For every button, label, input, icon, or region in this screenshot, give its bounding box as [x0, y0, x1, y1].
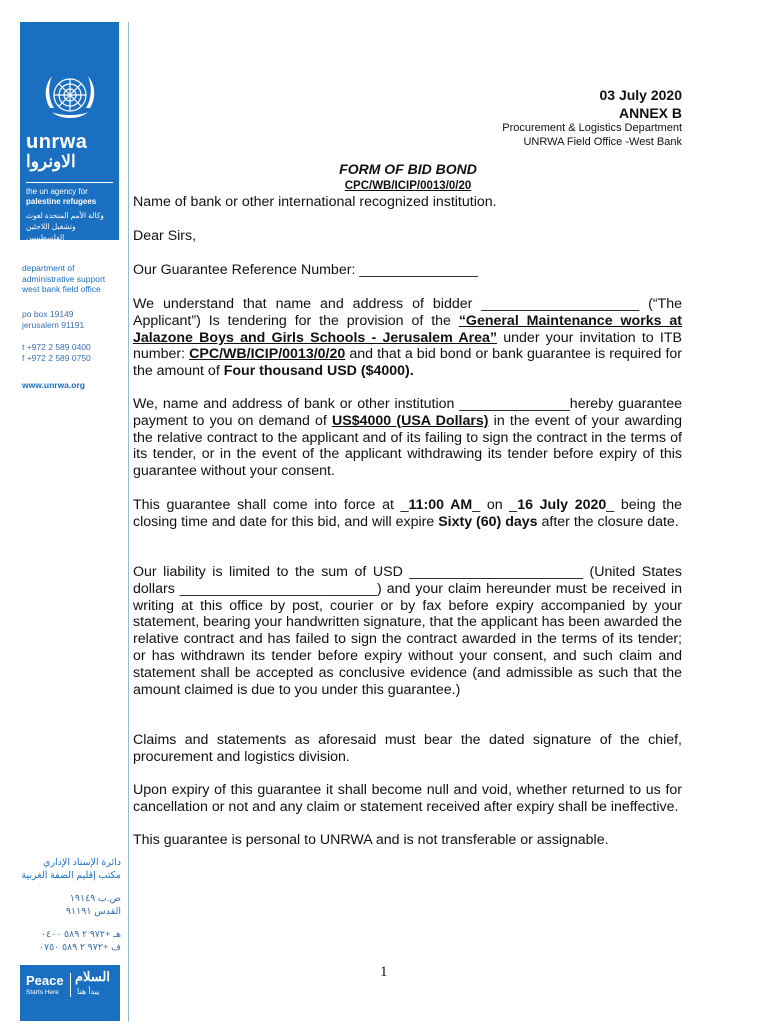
fax-line-ar: ف +٩٧٢ ٢ ٥٨٩ ٠٧٥٠	[38, 942, 121, 953]
peace-label-en: Peace	[26, 973, 64, 988]
page-number: 1	[380, 964, 388, 980]
address-line: jerusalem 91191	[22, 319, 85, 330]
p1-text: under your invitation to ITB number:	[133, 329, 682, 363]
brand-name-ar: الاونروا	[26, 152, 76, 171]
peace-sub-en: Starts Here	[26, 989, 59, 996]
guarantee-reference: Our Guarantee Reference Number: _______________	[133, 262, 478, 278]
paragraph-claims: Claims and statements as aforesaid must bear the dated signature of the chief, procurement and logistics division.	[133, 732, 682, 765]
closing-date: 16 July 2020	[517, 497, 607, 513]
letterhead-sidebar	[0, 0, 129, 1024]
bank-name-line: Name of bank or other international recognized institution.	[133, 194, 497, 210]
website-link[interactable]: www.unrwa.org	[22, 380, 85, 390]
p3-text: This guarantee shall come into force at _	[133, 497, 409, 513]
address-line-ar: ص.ب ١٩١٤٩	[69, 893, 121, 904]
tagline-line-2: palestine refugees	[26, 197, 97, 206]
peace-starts-here-logo	[20, 965, 120, 1021]
fax-line: f +972 2 589 0750	[22, 352, 91, 363]
peace-divider	[70, 973, 71, 997]
guarantee-amount: US$4000 (USA Dollars)	[332, 412, 489, 429]
address-block	[22, 309, 84, 330]
address-line: po box 19149	[22, 309, 74, 319]
paragraph-non-transferable: This guarantee is personal to UNRWA and is not transferable or assignable.	[133, 832, 609, 848]
phone-line-ar: هـ +٩٧٢ ٢ ٥٨٩ ٠٤٠٠	[40, 929, 121, 940]
paragraph-guarantee	[133, 396, 682, 480]
department-line: department of	[22, 263, 75, 273]
address-block-ar	[8, 892, 121, 918]
document-date: 03 July 2020	[599, 87, 682, 103]
department-line-ar: دائرة الإسناد الإداري	[43, 857, 121, 868]
paragraph-bidder	[133, 296, 682, 380]
project-name: “General Maintenance works at Jalazone Boys and Girls Schools - Jerusalem Area”	[133, 312, 683, 346]
p2-text: in the event of your awarding the relative contract to the applicant and of its failing to sign the contract in the terms of its tender, or in the event of the applicant withdrawing its tender before expiry of this guarantee without your consent.	[133, 412, 682, 480]
department-line: administrative support	[22, 273, 106, 284]
department-line: west bank field office	[22, 284, 101, 294]
paragraph-validity	[133, 497, 682, 531]
p3-text: _ on _	[472, 497, 518, 513]
phone-block-ar	[8, 928, 121, 954]
p2-text: We, name and address of bank or other institution ______________hereby guarantee payment to you on demand of	[133, 396, 682, 429]
form-reference: CPC/WB/ICIP/0013/0/20	[344, 180, 472, 192]
peace-label-ar: السلام	[75, 969, 110, 984]
annex-label: ANNEX B	[618, 105, 682, 121]
p1-text: We understand that name and address of bidder ____________________ (“The Applicant”) Is tendering for the provision of the	[133, 296, 682, 329]
peace-sub-ar: يبدأ هنا	[77, 987, 100, 996]
salutation: Dear Sirs,	[133, 228, 197, 244]
paragraph-expiry: Upon expiry of this guarantee it shall become null and void, whether returned to us for cancellation or not and any claim or statement received after expiry shall be ineffective.	[133, 782, 682, 815]
brand-name-en: unrwa	[26, 131, 88, 153]
form-title: FORM OF BID BOND	[339, 161, 477, 177]
phone-line: t +972 2 589 0400	[22, 342, 91, 352]
logo-divider	[26, 182, 113, 183]
department-block	[22, 263, 105, 295]
department-line-ar: مكتب إقليم الضفة الغربية	[21, 870, 121, 881]
bond-amount: Four thousand USD ($4000).	[223, 363, 414, 380]
unrwa-logo	[20, 22, 119, 240]
phone-block	[22, 342, 91, 363]
department-block-ar	[8, 856, 121, 882]
un-emblem-icon	[42, 68, 98, 128]
address-line-ar: القدس ٩١١٩١	[65, 906, 121, 917]
office-name: UNRWA Field Office -West Bank	[523, 136, 682, 148]
p3-text: after the closure date.	[537, 513, 679, 530]
tagline-line-1: the un agency for	[26, 187, 88, 196]
sidebar-divider	[128, 22, 129, 1022]
paragraph-liability: Our liability is limited to the sum of USD ______________________ (United States dollars _________________________) and your claim hereunder must be received in writing at this office by post, courier or by fax before expiry accompanied by your statement, bearing your handwritten signature, that the applicant has been awarded the relative contract and has failed to sign the contract awarded in the terms of its tender; or has withdrawn its tender before expiry without your consent, and such claim and statement shall be accepted as conclusive evidence (and admissible as such that the amount claimed is due to you under this guarantee.)	[133, 564, 682, 698]
itb-number: CPC/WB/ICIP/0013/0/20	[189, 346, 346, 363]
department-name: Procurement & Logistics Department	[502, 122, 682, 134]
closing-time: 11:00 AM	[408, 497, 473, 513]
p1-text: and that a bid bond or bank guarantee is required for the amount of	[133, 346, 682, 380]
expiry-period: Sixty (60) days	[438, 513, 538, 530]
p3-text: _ being the closing time and date for this bid, and will expire	[133, 497, 682, 530]
tagline-ar: وكالة الأمم المتحدة لغوث وتشغيل اللاجئين الفلسطينيين	[26, 211, 104, 242]
